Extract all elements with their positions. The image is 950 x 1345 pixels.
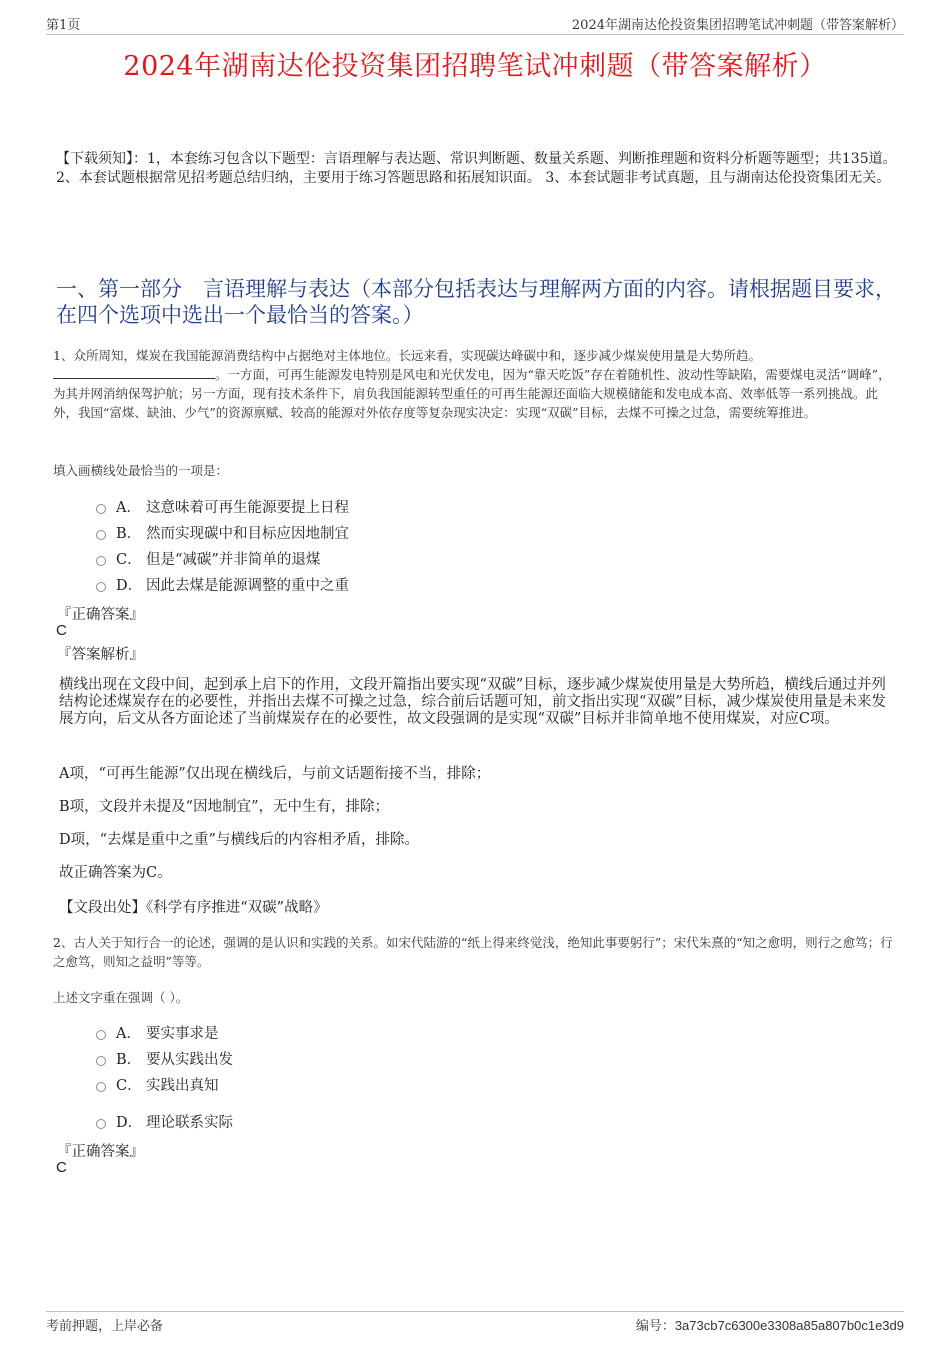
option-text: 要实事求是 [146,1025,219,1042]
page-header [46,14,904,35]
radio-icon[interactable] [96,556,106,566]
question-2-prompt: 上述文字重在强调（ ）。 [53,990,189,1005]
fill-in-blank-line [53,366,215,379]
radio-icon[interactable] [96,1056,106,1066]
footer-slogan: 考前押题，上岸必备 [46,1319,164,1334]
section-heading: 一、第一部分 言语理解与表达（本部分包括表达与理解两方面的内容。请根据题目要求，在四个选项中选出一个最恰当的答案。） [56,277,896,327]
question-1-stem-intro: 1、众所周知，煤炭在我国能源消费结构中占据绝对主体地位。长远来看，实现碳达峰碳中和，逐步减少煤炭使用量是大势所趋。 [53,348,761,363]
question-1-analysis: 横线出现在文段中间，起到承上启下的作用，文段开篇指出要实现“双碳”目标，逐步减少煤炭使用量是大势所趋，横线后通过并列结构论述煤炭存在的必要性，并指出去煤不可操之过急，综合前后话题可知，前文指出实现“双碳”目标，减少煤炭使用量是未来发展方向，后文从各方面论述了当前煤炭存在的必要性，故文段强调的是实现“双碳”目标并非简单地不使用煤炭，对应C项。 [59,677,886,727]
question-1-elimination-a: A项，“可再生能源”仅出现在横线后，与前文话题衔接不当，排除； [59,766,491,782]
question-2-answer: C [56,1159,67,1176]
radio-icon[interactable] [96,1119,106,1129]
option-text: 理论联系实际 [146,1114,233,1131]
radio-icon[interactable] [96,1082,106,1092]
question-2-option-b[interactable] [96,1048,233,1068]
question-2-answer-label: 『正确答案』 [57,1144,144,1160]
option-letter: B． [116,525,142,542]
radio-icon[interactable] [96,504,106,514]
download-notice: 【下载须知】：1，本套练习包含以下题型：言语理解与表达题、常识判断题、数量关系题、判断推理题和资料分析题等题型；共135道。 2、本套试题根据常见招考题总结归纳，主要用于练习答题思路和拓展知识面。 3、本套试题非考试真题，且与湖南达伦投资集团无关。 [56,151,897,186]
question-1-stem-body: 。一方面，可再生能源发电特别是风电和光伏发电，因为“靠天吃饭”存在着随机性、波动性等缺陷，需要煤电灵活“调峰”，为其并网消纳保驾护航；另一方面，现有技术条件下，肩负我国能源转型重任的可再生能源还面临大规模储能和发电成本高、效率低等一系列挑战。此外，我国“富煤、缺油、少气”的资源禀赋、较高的能源对外依存度等复杂现实决定：实现“双碳”目标，去煤不可操之过急，需要统筹推进。 [53,367,891,420]
question-1-option-d[interactable] [96,574,349,594]
option-text: 但是“减碳”并非简单的退煤 [146,551,321,568]
question-2-option-d[interactable] [96,1111,233,1131]
question-1-answer: C [56,622,67,639]
question-2-option-a[interactable] [96,1022,219,1042]
question-1-analysis-label: 『答案解析』 [57,647,144,663]
question-1-prompt: 填入画横线处最恰当的一项是： [53,463,229,478]
option-letter: D． [116,577,143,594]
question-1-source: 【文段出处】《科学有序推进“双碳”战略》 [59,900,328,916]
footer-doc-code [636,1315,904,1334]
option-letter: C． [116,1077,142,1094]
option-text: 这意味着可再生能源要提上日程 [146,499,349,516]
radio-icon[interactable] [96,582,106,592]
option-text: 因此去煤是能源调整的重中之重 [146,577,349,594]
option-letter: D． [116,1114,143,1131]
question-1-elimination-b: B项，文段并未提及“因地制宜”，无中生有，排除； [59,799,389,815]
question-1-option-b[interactable] [96,522,349,542]
question-2-option-c[interactable] [96,1074,219,1094]
option-text: 然而实现碳中和目标应因地制宜 [146,525,349,542]
document-title: 2024年湖南达伦投资集团招聘笔试冲刺题（带答案解析） [123,51,827,82]
question-1-option-a[interactable] [96,496,349,516]
option-text: 要从实践出发 [146,1051,233,1068]
question-1-elimination-d: D项，“去煤是重中之重”与横线后的内容相矛盾，排除。 [59,832,419,848]
radio-icon[interactable] [96,530,106,540]
option-letter: B． [116,1051,142,1068]
question-1-answer-label: 『正确答案』 [57,607,144,623]
question-1-option-c[interactable] [96,548,320,568]
option-text: 实践出真知 [146,1077,219,1094]
option-letter: A． [116,499,141,516]
question-1-stem [53,346,898,422]
footer-code-label: 编号： [635,1319,675,1334]
page-footer [46,1311,904,1332]
option-letter: A． [116,1025,141,1042]
question-2-stem: 2、古人关于知行合一的论述，强调的是认识和实践的关系。如宋代陆游的“纸上得来终觉浅，绝知此事要躬行”；宋代朱熹的“知之愈明，则行之愈笃；行之愈笃，则知之益明”等等。 [53,935,893,969]
option-letter: C． [116,551,142,568]
radio-icon[interactable] [96,1030,106,1040]
question-1-conclusion: 故正确答案为C。 [59,865,172,881]
footer-code-value: 3a73cb7c6300e3308a85a807b0c1e3d9 [674,1318,904,1333]
header-doc-title: 2024年湖南达伦投资集团招聘笔试冲刺题（带答案解析） [571,18,904,33]
page-number: 第1页 [46,18,81,33]
